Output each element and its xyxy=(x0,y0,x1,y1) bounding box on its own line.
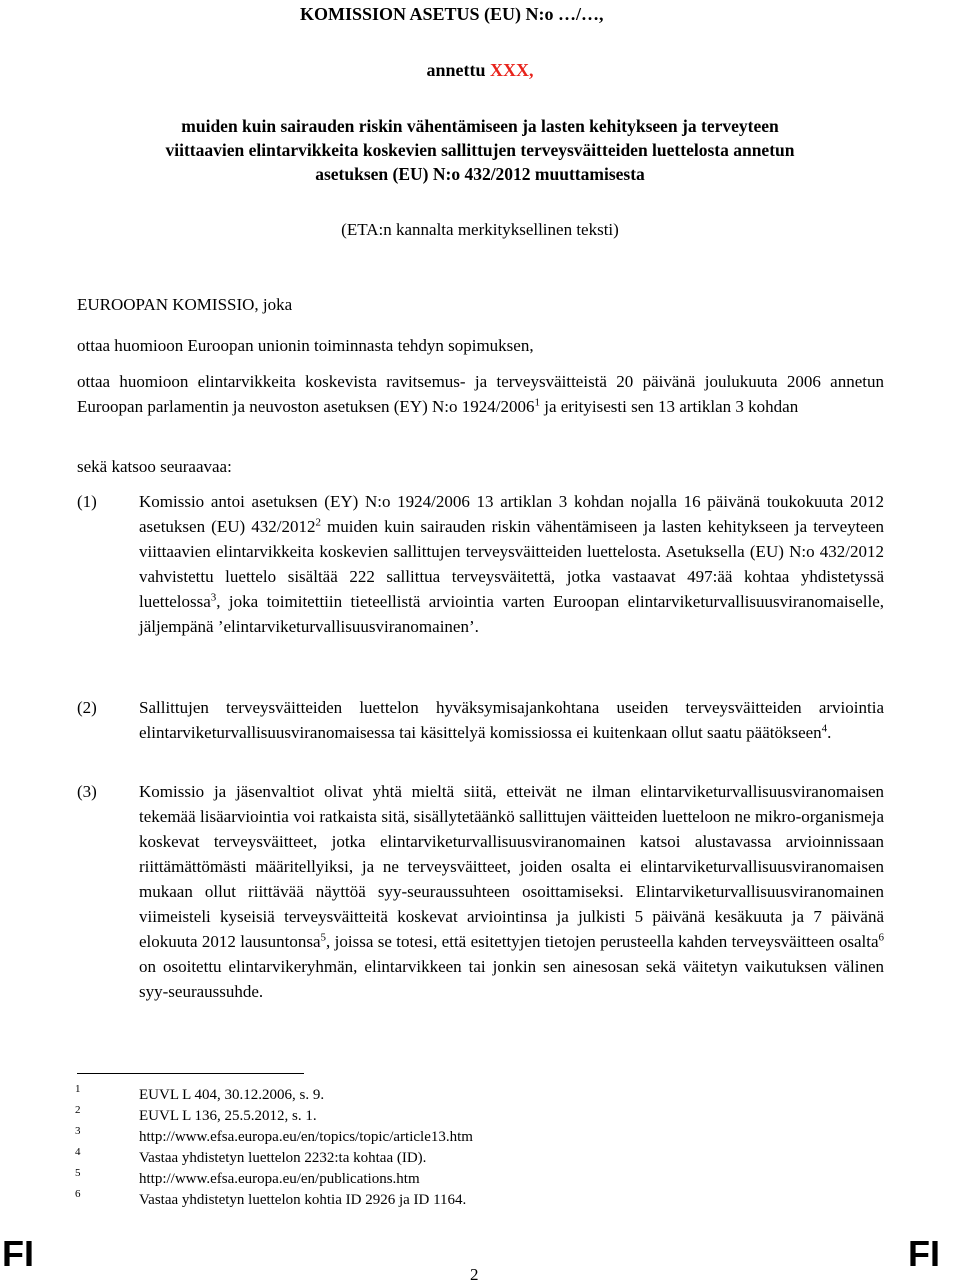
adoption-line xyxy=(0,58,960,83)
footnote-ref-3: 3 xyxy=(210,591,217,604)
subject-line-1: muiden kuin sairauden riskin vähentämiseen ja lasten kehitykseen ja terveyteen xyxy=(181,116,779,136)
footnote-2-number: 2 xyxy=(75,1104,81,1116)
footnote-3-number: 3 xyxy=(75,1125,81,1137)
recital-1-part2: muiden kuin sairauden riskin vähentämiseen ja lasten kehitykseen ja terveyteen viittaavien elintarvikkeita koskevien sallittujen terveysväitteiden luettelosta. Asetuksella (EU) N:o 432/2012 vahvistettu luettelo sisältää 222 sallittua terveysväitettä, jotka vastaavat 497:ää kohtaa yhdistetyssä luettelossa xyxy=(139,517,884,611)
footnote-ref-6: 6 xyxy=(878,931,884,944)
footnote-1-text: EUVL L 404, 30.12.2006, s. 9. xyxy=(139,1087,325,1103)
page-number: 2 xyxy=(470,1265,479,1284)
footnote-6-text: Vastaa yhdistetyn luettelon kohtia ID 2926 ja ID 1164. xyxy=(139,1192,467,1208)
adoption-date-placeholder: XXX, xyxy=(490,60,534,80)
subject-line-3: asetuksen (EU) N:o 432/2012 muuttamisesta xyxy=(315,164,645,184)
recital-2-text xyxy=(139,695,884,745)
footnote-ref-5: 5 xyxy=(320,931,327,944)
recital-1-part1: Komissio antoi asetuksen (EY) N:o 1924/2006 13 artiklan 3 kohdan nojalla 16 päivänä toukokuuta 2012 asetuksen (EU) 432/2012 xyxy=(139,492,884,536)
recital-2-number: (2) xyxy=(77,698,97,717)
language-code-right: FI xyxy=(908,1233,940,1274)
recital-2-part1: Sallittujen terveysväitteiden luettelon hyväksymisajankohtana useiden terveysväitteiden arviointia elintarviketurvallisuusviranomaisessa tai käsittelyä komissiossa ei kuitenkaan ollut saatu päätökseen xyxy=(139,698,884,742)
footnote-3-link[interactable]: http://www.efsa.europa.eu/en/topics/topic/article13.htm xyxy=(139,1129,473,1145)
regulation-subject xyxy=(100,114,860,186)
recital-3-part3: on osoitettu elintarvikeryhmän, elintarvikkeen tai jonkin sen ainesosan sekä väitetyn vaikutuksen välinen syy-seuraussuhde. xyxy=(139,957,884,1001)
recital-3-number: (3) xyxy=(77,782,97,801)
footnote-4-text: Vastaa yhdistetyn luettelon 2232:ta kohtaa (ID). xyxy=(139,1150,427,1166)
recital-2-part2: . xyxy=(827,723,832,742)
recital-regulation-text-end: ja erityisesti sen 13 artiklan 3 kohdan xyxy=(539,397,799,416)
language-code-left: FI xyxy=(2,1233,34,1274)
eta-relevance-note: (ETA:n kannalta merkityksellinen teksti) xyxy=(341,220,619,239)
footnote-ref-4: 4 xyxy=(821,722,828,735)
footnote-5-number: 5 xyxy=(75,1167,81,1179)
recital-regulation xyxy=(77,369,884,419)
subject-line-2: viittaavien elintarvikkeita koskevien sallittujen terveysväitteiden luettelosta annetun xyxy=(165,140,795,160)
regulation-title: KOMISSION ASETUS (EU) N:o …/…, xyxy=(300,4,604,24)
footnote-4-number: 4 xyxy=(75,1146,81,1158)
footnote-ref-1: 1 xyxy=(534,396,540,409)
footnote-ref-2: 2 xyxy=(315,516,321,529)
footnote-separator xyxy=(77,1073,304,1074)
recital-3-part1: Komissio ja jäsenvaltiot olivat yhtä mieltä siitä, etteivät ne ilman elintarviketurvallisuusviranomaisen tekemää lisäarviointia voi ratkaista sitä, sisällytetäänkö sallittujen väitteiden luetteloon ne mikro-organismeja koskevat terveysväitteet, jotka elintarviketurvallisuusviranomainen katsoi alustavassa arvioinnissaan riittämättömästi määritellyiksi, ja ne terveysväitteet, joiden osalta ei elintarviketurvallisuusviranomaisen mukaan ollut riittävää näyttöä syy-seuraussuhteen osoittamiseksi. Elintarviketurvallisuusviranomainen viimeisteli kyseisiä terveysväitteitä koskevat arviointinsa ja julkisti 5 päivänä kesäkuuta ja 7 päivänä elokuuta 2012 lausuntonsa xyxy=(139,782,884,951)
recital-1-part3: , joka toimitettiin tieteellistä arviointia varten Euroopan elintarviketurvallisuusviranomaiselle, jäljempänä ’elintarviketurvallisuusviranomainen’. xyxy=(139,592,884,636)
footnote-5-link[interactable]: http://www.efsa.europa.eu/en/publications.htm xyxy=(139,1171,420,1187)
commission-intro: EUROOPAN KOMISSIO, joka xyxy=(77,295,293,314)
footnote-2-text: EUVL L 136, 25.5.2012, s. 1. xyxy=(139,1108,317,1124)
recital-1-number: (1) xyxy=(77,492,97,511)
whereas-line: sekä katsoo seuraavaa: xyxy=(77,457,232,476)
recital-regulation-text: ottaa huomioon elintarvikkeita koskevista ravitsemus- ja terveysväitteistä 20 päivänä joulukuuta 2006 annetun Euroopan parlamentin ja neuvoston asetuksen (EY) N:o 1924/2006 xyxy=(77,372,884,416)
recital-3-part2: , joissa se totesi, että esitettyjen tietojen perusteella kahden terveysväitteen osalta xyxy=(326,932,879,951)
footnote-6-number: 6 xyxy=(75,1188,81,1200)
recital-3-text xyxy=(139,779,884,1004)
recital-treaty: ottaa huomioon Euroopan unionin toiminnasta tehdyn sopimuksen, xyxy=(77,336,534,355)
footnote-1-number: 1 xyxy=(75,1083,81,1095)
annettu-label: annettu xyxy=(426,60,486,80)
recital-1-text xyxy=(139,489,884,639)
